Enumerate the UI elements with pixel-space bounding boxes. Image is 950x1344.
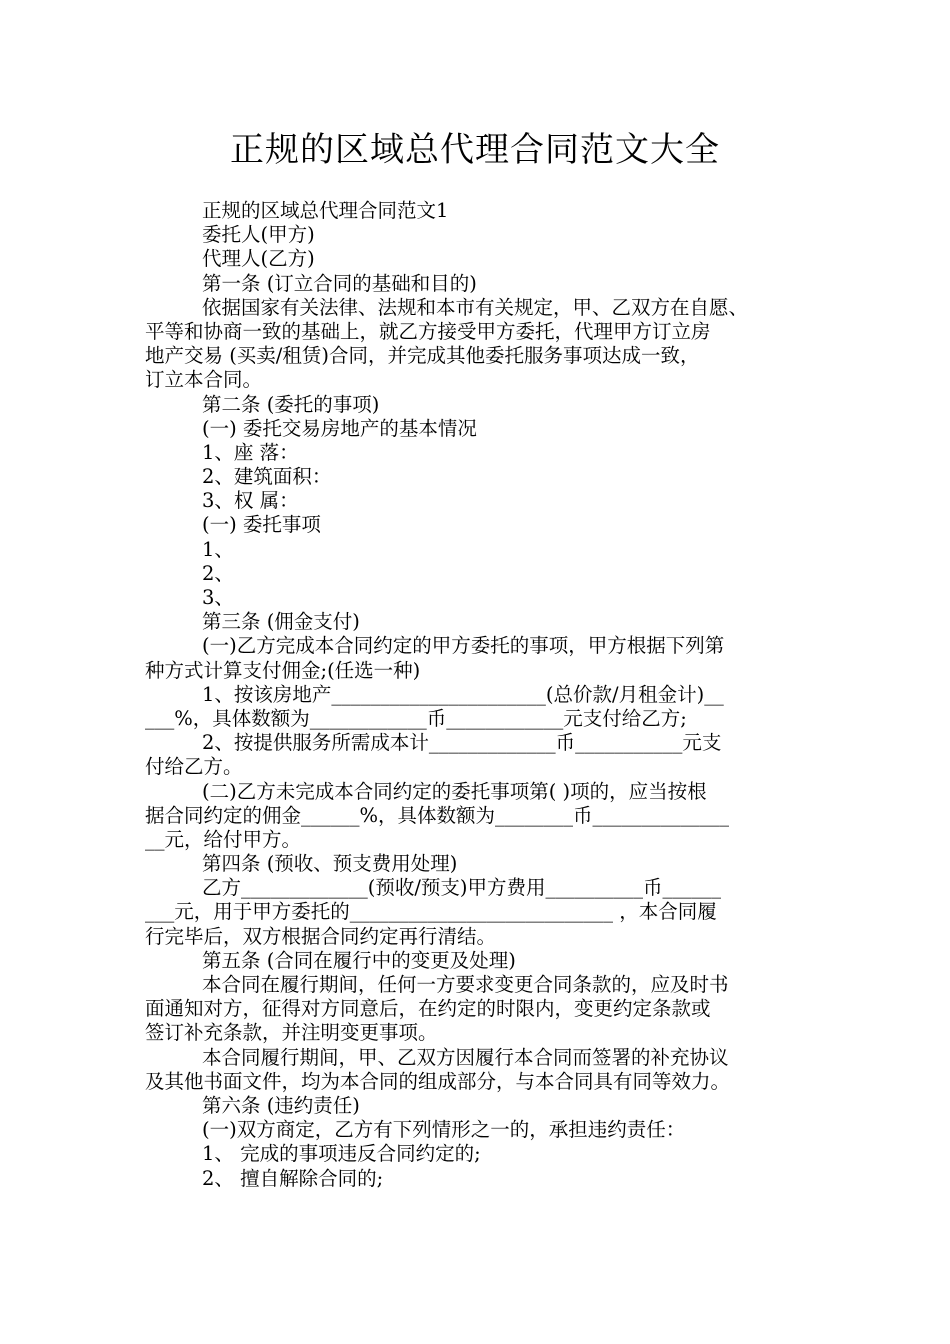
document-line: 1、 xyxy=(202,537,234,561)
document-body xyxy=(145,199,810,1191)
document-line: 正规的区域总代理合同范文1 xyxy=(202,199,449,222)
document-line: 据合同约定的佣金______%，具体数额为________币______________ xyxy=(145,803,730,827)
document-line: 第二条 (委托的事项) xyxy=(202,392,380,416)
document-line: 第六条 (违约责任) xyxy=(202,1093,360,1117)
document-line: (一) 委托事项 xyxy=(202,513,321,537)
document-line: __元，给付甲方。 xyxy=(145,827,302,851)
document-line: 委托人(甲方) xyxy=(202,223,315,247)
document-line: 2、 xyxy=(202,561,234,585)
document-line: 签订补充条款，并注明变更事项。 xyxy=(145,1021,438,1045)
document-line: 第三条 (佣金支付) xyxy=(202,610,360,634)
document-line: 代理人(乙方) xyxy=(202,247,315,271)
document-line: 第五条 (合同在履行中的变更及处理) xyxy=(202,948,516,972)
document-line: (一)双方商定，乙方有下列情形之一的，承担违约责任： xyxy=(202,1118,686,1142)
document-line: 3、 xyxy=(202,586,234,609)
document-line: 1、按该房地产______________________(总价款/月租金计)__ xyxy=(202,682,724,706)
document-line: 第一条 (订立合同的基础和目的) xyxy=(202,271,477,295)
document-line: 地产交易 (买卖/租赁)合同，并完成其他委托服务事项达成一致， xyxy=(145,344,700,368)
document-line: 种方式计算支付佣金;(任选一种) xyxy=(145,658,421,682)
document-line: 及其他书面文件，均为本合同的组成部分，与本合同具有同等效力。 xyxy=(145,1069,731,1093)
document-line: 付给乙方。 xyxy=(145,755,243,779)
document-line: 本合同履行期间，甲、乙双方因履行本合同而签署的补充协议 xyxy=(202,1045,729,1069)
document-line: 面通知对方，征得对方同意后，在约定的时限内，变更约定条款或 xyxy=(145,997,711,1021)
document-line: 行完毕后，双方根据合同约定再行清结。 xyxy=(145,924,497,948)
document-line: ___元，用于甲方委托的___________________________ ，本合同履 xyxy=(145,900,717,924)
document-line: 乙方_____________(预收/预支)甲方费用__________币______ xyxy=(202,876,722,900)
document-line: 本合同在履行期间，任何一方要求变更合同条款的，应及时书 xyxy=(202,973,729,996)
document-line: 3、权 属： xyxy=(202,489,299,513)
document-line: 1、座 落： xyxy=(202,440,299,464)
document-line: 2、 擅自解除合同的; xyxy=(202,1166,384,1190)
document-line: 订立本合同。 xyxy=(145,368,263,392)
document-line: 第四条 (预收、预支费用处理) xyxy=(202,852,458,876)
document-line: 依据国家有关法律、法规和本市有关规定，甲、乙双方在自愿、 xyxy=(202,295,749,319)
document-line: 1、 完成的事项违反合同约定的; xyxy=(202,1142,481,1166)
document-title: 正规的区域总代理合同范文大全 xyxy=(230,130,720,170)
document-line: 平等和协商一致的基础上，就乙方接受甲方委托，代理甲方订立房 xyxy=(145,319,711,343)
document-line: (一) 委托交易房地产的基本情况 xyxy=(202,416,477,440)
document-line: ___%，具体数额为____________币____________元支付给乙方; xyxy=(145,706,687,730)
document-line: 2、建筑面积： xyxy=(202,465,332,489)
document-line: (二)乙方未完成本合同约定的委托事项第( )项的，应当按根 xyxy=(202,779,707,803)
document-line: 2、按提供服务所需成本计_____________币___________元支 xyxy=(202,731,722,755)
document-line: (一)乙方完成本合同约定的甲方委托的事项，甲方根据下列第 xyxy=(202,634,725,658)
